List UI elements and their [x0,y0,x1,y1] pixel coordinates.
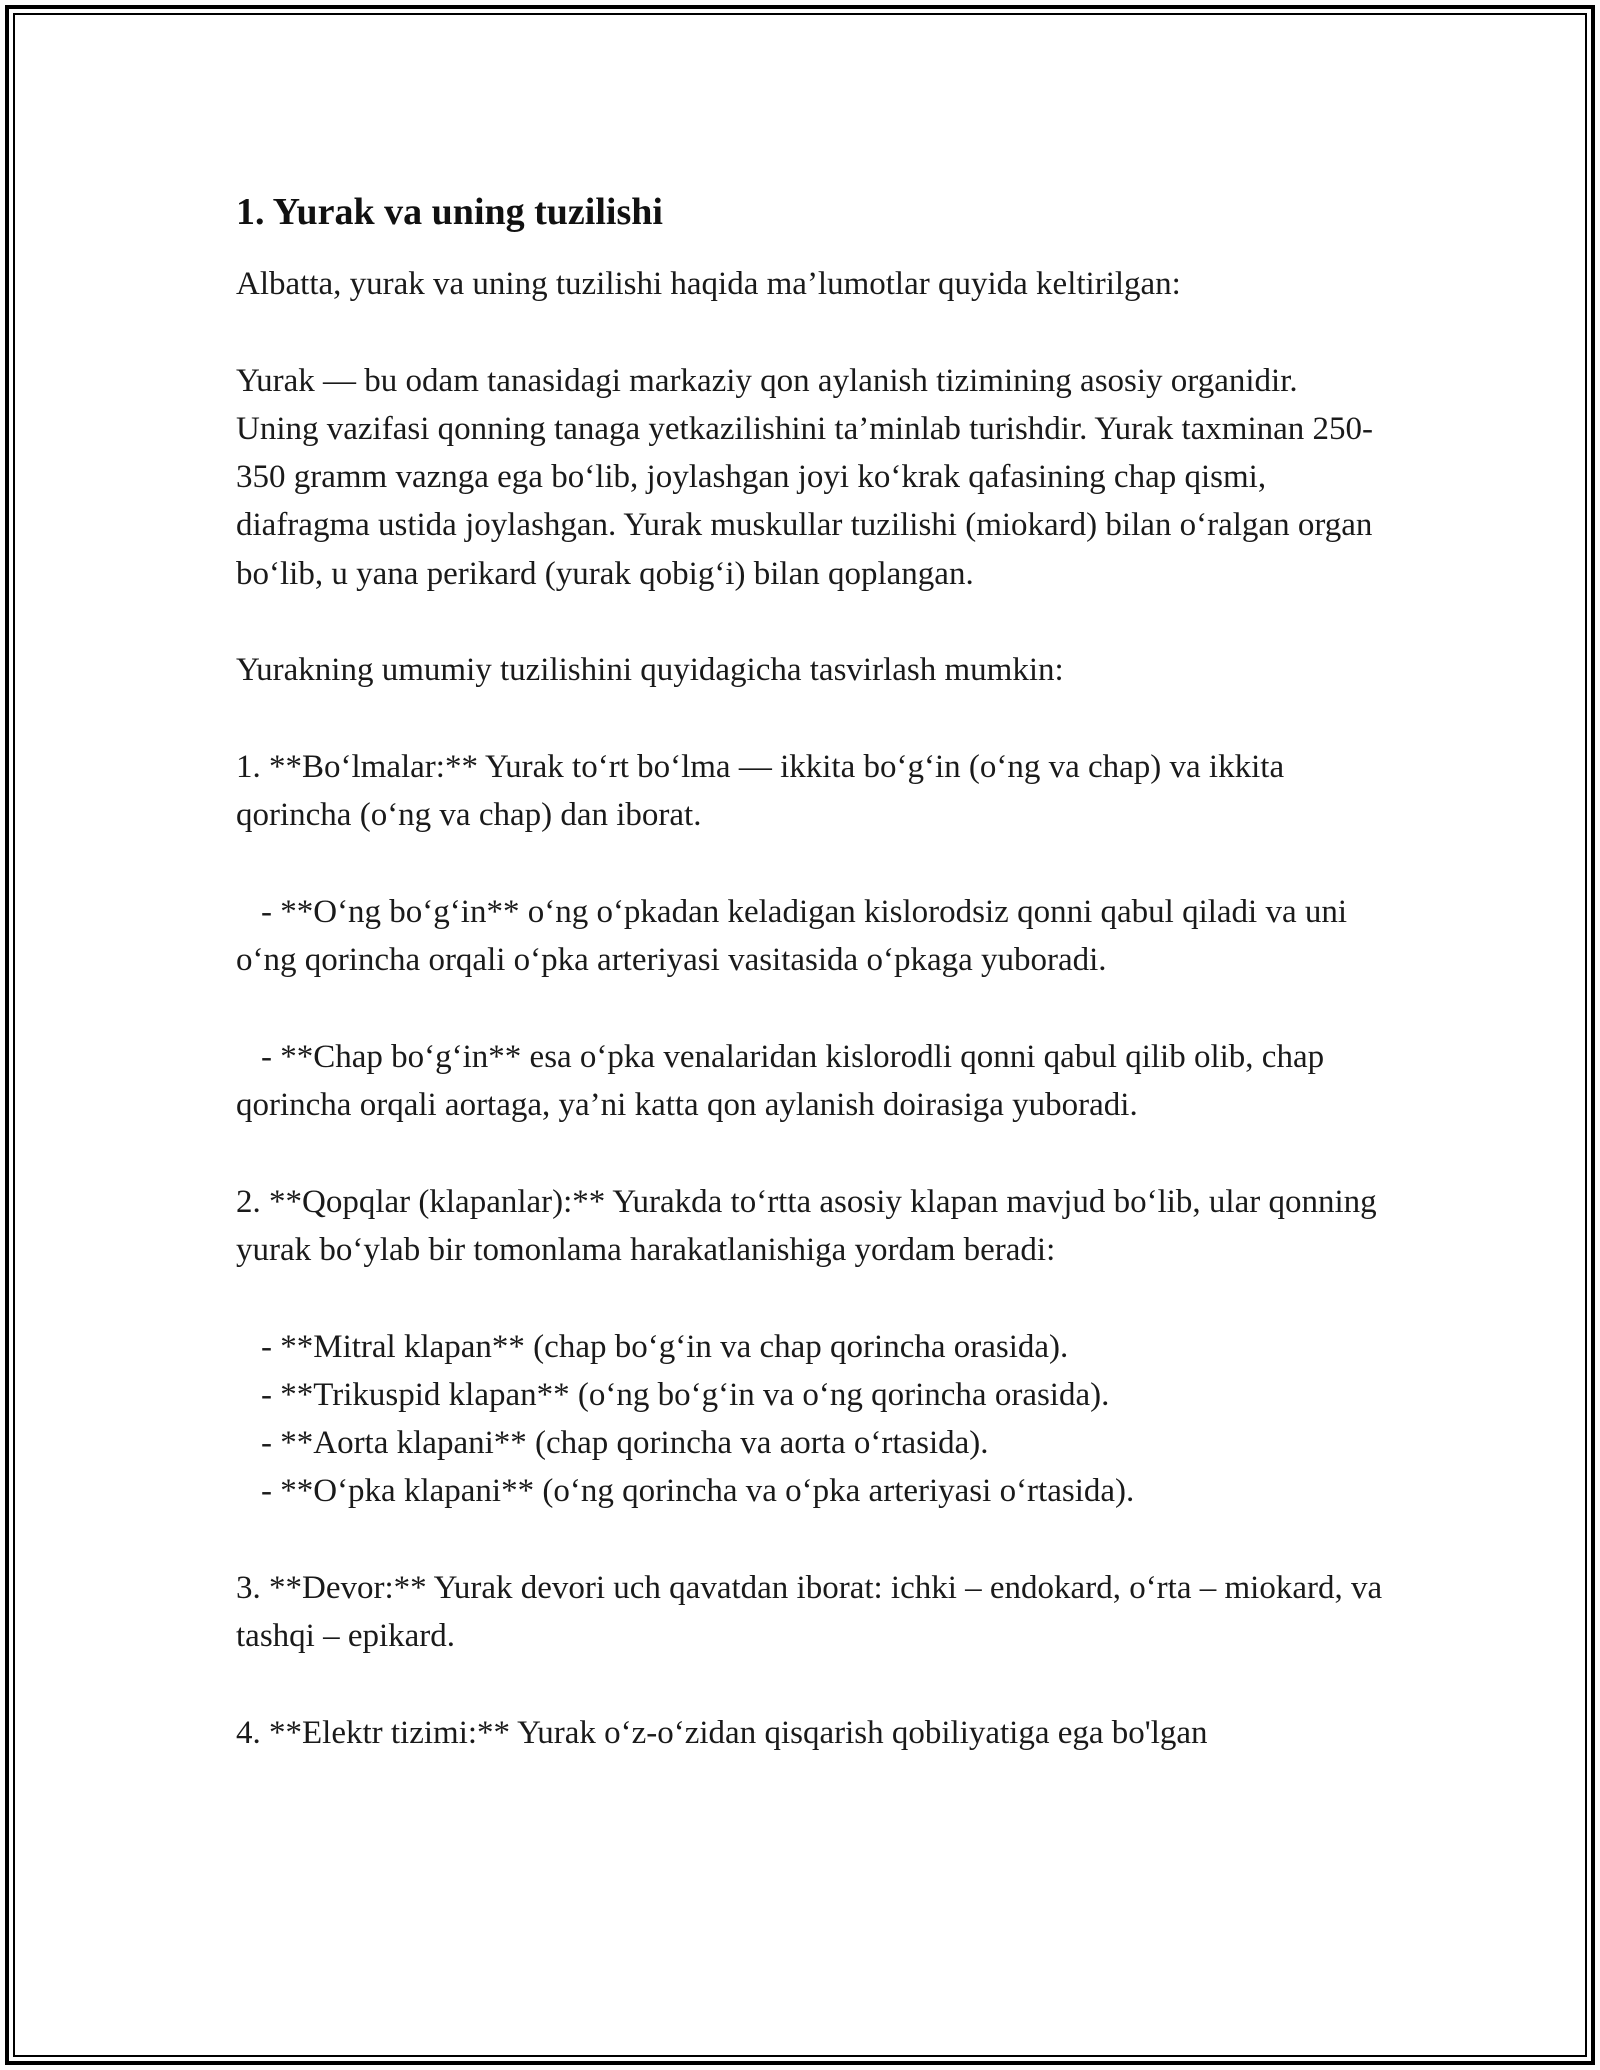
valve-item-mitral: - **Mitral klapan** (chap bo‘g‘in va chap qorincha orasida). [261,1328,1069,1365]
document-body [236,188,1386,1757]
valve-item-aortic: - **Aorta klapani** (chap qorincha va aorta o‘rtasida). [261,1425,989,1462]
valve-item-pulmonary: - **O‘pka klapani** (o‘ng qorincha va o‘pka arteriyasi o‘rtasida). [261,1473,1135,1510]
list-item-chambers: 1. **Bo‘lmalar:** Yurak to‘rt bo‘lma — ikkita bo‘g‘in (o‘ng va chap) va ikkita qorincha (o‘ng va chap) dan iborat. [236,748,1285,834]
list-item-electrical-system: 4. **Elektr tizimi:** Yurak o‘z-o‘zidan qisqarish qobiliyatiga ega bo'lgan [236,1714,1208,1751]
list-item-wall: 3. **Devor:** Yurak devori uch qavatdan iborat: ichki – endokard, o‘rta – miokard, va tashqi – epikard. [236,1570,1383,1655]
definition-paragraph: Yurak — bu odam tanasidagi markaziy qon aylanish tizimining asosiy organidir. Uning vazifasi qonning tanaga yetkazilishini ta’minlab turishdir. Yurak taxminan 250-350 gramm vaznga ega bo‘lib, joylashgan joyi ko‘krak qafasining chap qismi, diafragma ustida joylashgan. Yurak muskullar tuzilishi (miokard) bilan o‘ralgan organ bo‘lib, u yana perikard (yurak qobig‘i) bilan qoplangan. [236,362,1374,592]
valve-item-tricuspid: - **Trikuspid klapan** (o‘ng bo‘g‘in va o‘ng qorincha orasida). [261,1376,1110,1413]
structure-intro-paragraph: Yurakning umumiy tuzilishini quyidagicha tasvirlash mumkin: [236,652,1064,689]
valves-list [236,1323,1386,1516]
sub-item-right-atrium: - **O‘ng bo‘g‘in** o‘ng o‘pkadan keladigan kislorodsiz qonni qabul qiladi va uni o‘ng qorincha orqali o‘pka arteriyasi vasitasida o‘pkaga yuboradi. [236,893,1348,979]
intro-paragraph: Albatta, yurak va uning tuzilishi haqida ma’lumotlar quyida keltirilgan: [236,266,1181,302]
list-item-valves: 2. **Qopqlar (klapanlar):** Yurakda to‘rtta asosiy klapan mavjud bo‘lib, ular qonning yurak bo‘ylab bir tomonlama harakatlanishiga yordam beradi: [236,1183,1377,1268]
sub-item-left-atrium: - **Chap bo‘g‘in** esa o‘pka venalaridan kislorodli qonni qabul qilib olib, chap qorincha orqali aortaga, ya’ni katta qon aylanish doirasiga yuboradi. [236,1038,1325,1124]
section-heading: 1. Yurak va uning tuzilishi [236,191,663,233]
